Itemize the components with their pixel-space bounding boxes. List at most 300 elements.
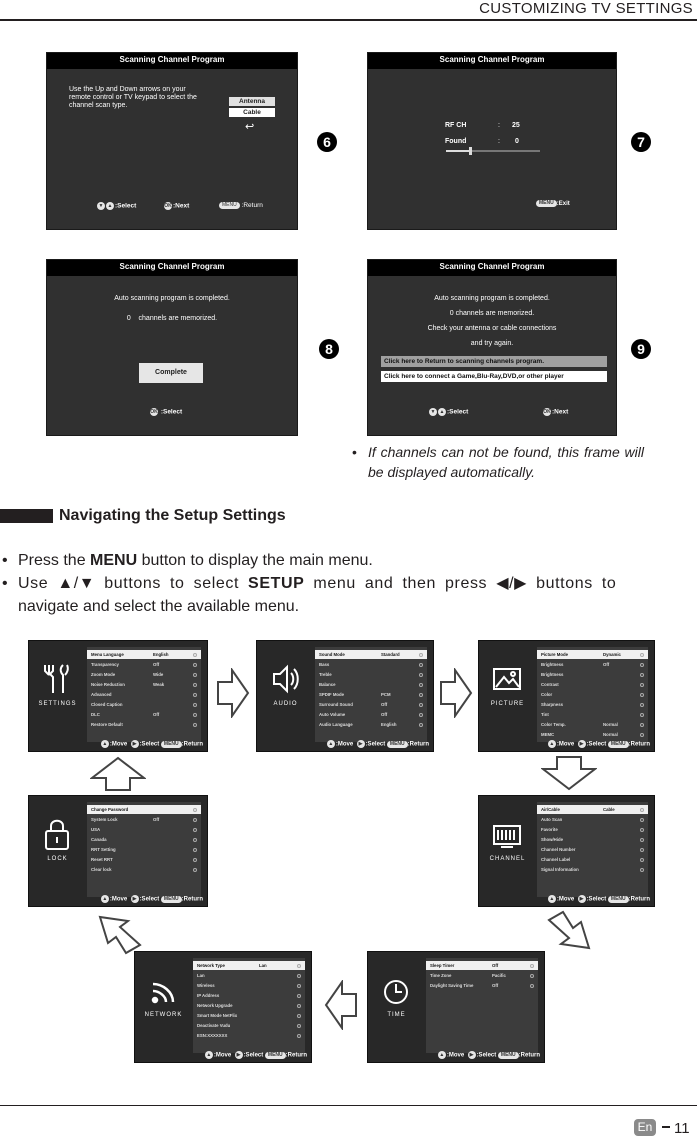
wifi-icon (149, 972, 177, 1008)
row-indicator-icon (419, 683, 423, 687)
menu-row[interactable] (537, 720, 648, 729)
menu-row-label: MEMC (541, 732, 555, 737)
menu-row-label: Restore Default (91, 722, 123, 727)
menu-row-label: SPDIF Mode (319, 692, 345, 697)
found-label: Found (445, 138, 467, 145)
row-indicator-icon (640, 703, 644, 707)
row-indicator-icon (193, 673, 197, 677)
flow-arrow-right-icon (216, 668, 250, 718)
flow-arrow-left-icon (324, 980, 358, 1030)
row-indicator-icon (640, 673, 644, 677)
menu-row[interactable] (537, 865, 648, 874)
channel-menu-screen (478, 795, 655, 907)
menu-row[interactable] (193, 971, 305, 980)
menu-row-label: Reset RRT (91, 857, 113, 862)
scan-complete-screen (46, 259, 298, 436)
menu-row[interactable] (87, 690, 201, 699)
menu-row[interactable] (315, 690, 427, 699)
tv-channel-icon (493, 816, 521, 852)
menu-row[interactable] (87, 855, 201, 864)
row-indicator-icon (193, 653, 197, 657)
menu-row[interactable] (87, 660, 201, 669)
menu-row[interactable] (87, 680, 201, 689)
row-indicator-icon (297, 1004, 301, 1008)
menu-row-label: Lan (197, 973, 205, 978)
menu-row[interactable] (87, 720, 201, 729)
row-indicator-icon (419, 693, 423, 697)
menu-row[interactable] (537, 700, 648, 709)
row-indicator-icon (193, 703, 197, 707)
menu-row-value: Normal (603, 732, 618, 737)
arrow-key-icon: ▲ (102, 741, 108, 747)
menu-row[interactable] (87, 650, 201, 659)
row-indicator-icon (193, 818, 197, 822)
picture-panel (479, 641, 536, 751)
screen-title: Scanning Channel Program (439, 55, 545, 64)
flow-arrow-right-icon (439, 668, 473, 718)
menu-row[interactable] (87, 865, 201, 874)
menu-row-label: USA (91, 827, 101, 832)
channel-label: CHANNEL (489, 856, 526, 862)
row-indicator-icon (640, 663, 644, 667)
menu-row-label: Audio Language (319, 722, 353, 727)
screen-title: Scanning Channel Program (119, 262, 225, 271)
menu-row-label: Advanced (91, 692, 112, 697)
menu-row[interactable] (315, 680, 427, 689)
row-indicator-icon (640, 828, 644, 832)
bullet-icon: • (2, 575, 8, 592)
menu-row-label: Menu Language (91, 652, 124, 657)
hint-return: MENU :Return (219, 202, 263, 209)
return-to-scan-option[interactable]: Click here to Return to scanning channels program. (381, 356, 607, 367)
complete-message: Auto scanning program is completed. (434, 295, 550, 302)
down-key-icon: ▼ (430, 409, 436, 415)
bullet-icon: • (2, 552, 8, 569)
menu-row-label: IP Address (197, 993, 220, 998)
menu-row-value: Off (492, 983, 499, 988)
menu-row-value: Weak (153, 682, 165, 687)
hint-next: OK:Next (164, 202, 190, 210)
row-indicator-icon (193, 683, 197, 687)
arrow-key-icon: ▲ (549, 896, 555, 902)
time-label: TIME (387, 1012, 406, 1018)
channels-memorized: 0 channels are memorized. (126, 315, 218, 322)
menu-row[interactable] (315, 670, 427, 679)
menu-row[interactable] (537, 730, 648, 739)
row-indicator-icon (419, 663, 423, 667)
menu-row[interactable] (537, 845, 648, 854)
menu-hints: ▲ :Move ▶ :Select MENU :Return (102, 740, 203, 748)
row-indicator-icon (193, 713, 197, 717)
hint-exit: MENU :Exit (536, 200, 570, 207)
arrow-key-icon: ▶ (235, 1051, 243, 1059)
network-panel (135, 952, 192, 1062)
row-indicator-icon (193, 868, 197, 872)
section-title: Navigating the Setup Settings (59, 507, 286, 524)
page-header-title: CUSTOMIZING TV SETTINGS (479, 0, 693, 17)
screen-title: Scanning Channel Program (439, 262, 545, 271)
rf-colon: : (498, 122, 500, 129)
scan-progress-fill (446, 150, 470, 152)
scan-progress-screen (367, 52, 617, 230)
menu-row-label: Balance (319, 682, 336, 687)
rf-ch-label: RF CH (445, 122, 467, 129)
menu-row[interactable] (193, 1001, 305, 1010)
menu-row-value: Off (381, 702, 388, 707)
found-colon: : (498, 138, 500, 145)
menu-row-label: Noise Reduction (91, 682, 125, 687)
menu-row-label: Contrast (541, 682, 559, 687)
up-down-arrows-icon: ▲/▼ (57, 575, 96, 592)
ok-key-icon: OK (150, 409, 158, 415)
screen-title-bar (368, 260, 616, 276)
menu-row-label: Show/Hide (541, 837, 563, 842)
picture-menu (537, 647, 648, 742)
settings-panel (29, 641, 86, 751)
complete-message: Auto scanning program is completed. (114, 295, 230, 302)
row-indicator-icon (640, 713, 644, 717)
no-channels-screen (367, 259, 617, 436)
screen-title-bar (368, 53, 616, 69)
menu-row[interactable] (537, 825, 648, 834)
row-indicator-icon (640, 858, 644, 862)
screen-title-bar (47, 53, 297, 69)
picture-menu-screen (478, 640, 655, 752)
bullet-icon: • (352, 444, 357, 460)
menu-row[interactable] (87, 710, 201, 719)
flow-arrow-up-left-icon (96, 915, 144, 955)
flow-arrow-down-icon (541, 755, 597, 791)
menu-row-value: Off (153, 662, 160, 667)
channel-panel (479, 796, 536, 906)
menu-row-label: Bass (319, 662, 330, 667)
arrow-key-icon: ▶ (357, 740, 365, 748)
hint-next: OK:Next (543, 408, 569, 416)
ok-key-icon: OK (543, 409, 551, 415)
menu-row-label: RRT Setting (91, 847, 116, 852)
menu-row-label: Picture Mode (541, 652, 568, 657)
menu-row-value: Pacific (492, 973, 506, 978)
menu-row-value: Off (153, 817, 160, 822)
row-indicator-icon (640, 808, 644, 812)
step-number-6: 6 (317, 132, 337, 152)
time-menu-screen (367, 951, 545, 1063)
menu-row[interactable] (537, 855, 648, 864)
scan-instruction: Use the Up and Down arrows on your remote control or TV keypad to select the channel scan type. (69, 86, 197, 109)
scan-progress-marker (469, 147, 472, 155)
menu-row-label: Change Password (91, 807, 129, 812)
menu-row[interactable] (193, 961, 305, 970)
menu-row-label: Brightness (541, 662, 564, 667)
menu-row[interactable] (315, 650, 427, 659)
menu-row-label: Channel Number (541, 847, 576, 852)
menu-row[interactable] (315, 720, 427, 729)
menu-row-label: Daylight Saving Time (430, 983, 474, 988)
network-menu (193, 958, 305, 1053)
tools-icon (43, 661, 71, 697)
menu-row[interactable] (87, 670, 201, 679)
menu-row-label: Wireless (197, 983, 215, 988)
lock-icon (43, 816, 71, 852)
menu-key-icon: MENU (608, 741, 629, 748)
audio-panel (257, 641, 314, 751)
settings-menu (87, 647, 201, 742)
row-indicator-icon (297, 994, 301, 998)
screen-title-bar (47, 260, 297, 276)
menu-key-icon: MENU (219, 202, 240, 209)
menu-row-value: English (153, 652, 169, 657)
menu-row-label: Sharpness (541, 702, 563, 707)
menu-row[interactable] (315, 700, 427, 709)
row-indicator-icon (640, 733, 644, 737)
row-indicator-icon (530, 964, 534, 968)
row-indicator-icon (297, 1024, 301, 1028)
note-text: If channels can not be found, this frame will be displayed automatically. (368, 444, 644, 480)
row-indicator-icon (193, 808, 197, 812)
row-indicator-icon (297, 964, 301, 968)
menu-row-label: Time Zone (430, 973, 452, 978)
scan-type-screen (46, 52, 298, 230)
menu-row[interactable] (193, 1011, 305, 1020)
row-indicator-icon (640, 868, 644, 872)
menu-row-value: Off (492, 963, 499, 968)
row-indicator-icon (530, 984, 534, 988)
menu-row-label: Signal Information (541, 867, 579, 872)
menu-row-label: Smart Mode NetFlix (197, 1013, 238, 1018)
menu-row[interactable] (87, 815, 201, 824)
antenna-option[interactable]: Antenna (229, 97, 275, 106)
menu-row-label: Air/Cable (541, 807, 560, 812)
menu-row-label: Transparency (91, 662, 119, 667)
arrow-key-icon: ▲ (328, 741, 334, 747)
arrow-key-icon: ▶ (131, 740, 139, 748)
menu-row-value: Wide (153, 672, 164, 677)
menu-row-label: Surround Sound (319, 702, 353, 707)
channel-menu (537, 802, 648, 897)
menu-row-label: Brightness (541, 672, 564, 677)
network-menu-screen (134, 951, 312, 1063)
menu-row-label: Canada (91, 837, 107, 842)
menu-row-label: Zoom Mode (91, 672, 116, 677)
menu-row[interactable] (193, 981, 305, 990)
audio-menu (315, 647, 427, 742)
step-number-7: 7 (631, 132, 651, 152)
menu-row[interactable] (315, 660, 427, 669)
connect-device-option[interactable]: Click here to connect a Game,Blu-Ray,DVD,or other player (381, 371, 607, 382)
menu-key-icon: MENU (498, 1052, 519, 1059)
menu-row-label: Tint (541, 712, 549, 717)
up-key-icon: ▲ (107, 203, 113, 209)
menu-hints: ▲ :Move ▶ :Select MENU :Return (102, 895, 203, 903)
row-indicator-icon (193, 858, 197, 862)
menu-row-label: Network Upgrade (197, 1003, 233, 1008)
menu-row[interactable] (426, 981, 538, 990)
menu-keyword: MENU (90, 552, 138, 569)
cable-option[interactable]: Cable (229, 108, 275, 117)
rf-ch-value: 25 (512, 122, 520, 129)
menu-row[interactable] (537, 650, 648, 659)
menu-row[interactable] (537, 710, 648, 719)
channels-memorized: 0 channels are memorized. (449, 310, 535, 317)
menu-row[interactable] (315, 710, 427, 719)
time-menu (426, 958, 538, 1053)
row-indicator-icon (640, 653, 644, 657)
clock-icon (382, 972, 410, 1008)
menu-key-icon: MENU (608, 896, 629, 903)
step-number-9: 9 (631, 339, 651, 359)
arrow-key-icon: ▶ (578, 895, 586, 903)
menu-key-icon: MENU (387, 741, 408, 748)
menu-row[interactable] (193, 1021, 305, 1030)
time-panel (368, 952, 425, 1062)
menu-row-value: Normal (603, 722, 618, 727)
hint-select: ▼ ▲ :Select (98, 202, 137, 210)
arrow-key-icon: ▲ (206, 1052, 212, 1058)
menu-row[interactable] (87, 700, 201, 709)
row-indicator-icon (193, 723, 197, 727)
audio-menu-screen (256, 640, 434, 752)
network-label: NETWORK (144, 1012, 183, 1018)
menu-row[interactable] (87, 835, 201, 844)
footer-rule (0, 1105, 697, 1106)
menu-row-label: Color Temp. (541, 722, 566, 727)
check-antenna-line: Check your antenna or cable connections (427, 325, 557, 332)
menu-key-icon: MENU (265, 1052, 286, 1059)
menu-row[interactable] (537, 680, 648, 689)
menu-row-label: Sound Mode (319, 652, 345, 657)
menu-row-value: Off (153, 712, 160, 717)
lock-menu (87, 802, 201, 897)
menu-row-label: Channel Label (541, 857, 571, 862)
picture-icon (493, 661, 521, 697)
arrow-key-icon: ▶ (131, 895, 139, 903)
menu-row[interactable] (537, 815, 648, 824)
row-indicator-icon (297, 974, 301, 978)
menu-row-label: Color (541, 692, 553, 697)
down-key-icon: ▼ (98, 203, 104, 209)
menu-hints: ▲ :Move ▶ :Select MENU :Return (206, 1051, 307, 1059)
menu-key-icon: MENU (536, 200, 557, 207)
menu-row-value: PCM (381, 692, 391, 697)
complete-button[interactable]: Complete (139, 363, 203, 383)
menu-row-label: ESN:XXXXXXX (197, 1033, 228, 1038)
settings-label: SETTINGS (38, 701, 77, 707)
arrow-key-icon: ▶ (468, 1051, 476, 1059)
menu-row[interactable] (537, 690, 648, 699)
row-indicator-icon (193, 693, 197, 697)
menu-row-label: Deactivate Vudu (197, 1023, 231, 1028)
row-indicator-icon (193, 828, 197, 832)
menu-row-label: Auto Volume (319, 712, 346, 717)
hint-select: OK :Select (150, 408, 183, 416)
menu-row-value: Dynamic (603, 652, 621, 657)
menu-row-label: System Lock (91, 817, 118, 822)
menu-row[interactable] (426, 971, 538, 980)
header-rule (0, 19, 697, 21)
menu-key-icon: MENU (161, 896, 182, 903)
flow-arrow-down-right-icon (545, 910, 593, 950)
row-indicator-icon (419, 713, 423, 717)
lock-panel (29, 796, 86, 906)
menu-row-value: Off (381, 712, 388, 717)
menu-row[interactable] (537, 660, 648, 669)
audio-label: AUDIO (273, 701, 298, 707)
menu-row[interactable] (87, 825, 201, 834)
menu-row[interactable] (193, 991, 305, 1000)
hint-select: ▼ ▲ :Select (430, 408, 469, 416)
menu-row-label: Clear lock (91, 867, 112, 872)
menu-hints: ▲ :Move ▶ :Select MENU :Return (328, 740, 429, 748)
picture-label: PICTURE (490, 701, 525, 707)
scan-progress-bar (446, 150, 540, 152)
row-indicator-icon (640, 848, 644, 852)
menu-row[interactable] (87, 805, 201, 814)
left-right-arrows-icon: ◀/▶ (496, 575, 528, 592)
menu-key-icon: MENU (161, 741, 182, 748)
up-key-icon: ▲ (439, 409, 445, 415)
menu-row-value: Cable (603, 807, 615, 812)
language-badge: En (634, 1119, 656, 1136)
arrow-key-icon: ▶ (578, 740, 586, 748)
row-indicator-icon (193, 663, 197, 667)
row-indicator-icon (640, 723, 644, 727)
section-marker-bar (0, 509, 53, 523)
row-indicator-icon (640, 818, 644, 822)
step-number-8: 8 (319, 339, 339, 359)
menu-row-label: Treble (319, 672, 332, 677)
menu-row-value: English (381, 722, 397, 727)
menu-row-value: Standard (381, 652, 400, 657)
settings-menu-screen (28, 640, 208, 752)
menu-row[interactable] (193, 1031, 305, 1040)
menu-row-label: Network Type (197, 963, 225, 968)
return-arrow-icon: ↩ (245, 121, 255, 133)
setup-keyword: SETUP (248, 575, 305, 592)
row-indicator-icon (640, 683, 644, 687)
page-number: 11 (674, 1120, 690, 1137)
menu-row-label: DLC (91, 712, 100, 717)
row-indicator-icon (297, 984, 301, 988)
flow-arrow-up-icon (90, 756, 146, 792)
menu-row-value: Off (603, 662, 610, 667)
found-value: 0 (515, 138, 519, 145)
lock-menu-screen (28, 795, 208, 907)
menu-row[interactable] (87, 845, 201, 854)
row-indicator-icon (419, 673, 423, 677)
row-indicator-icon (530, 974, 534, 978)
menu-row-label: Closed Caption (91, 702, 123, 707)
menu-hints: ▲ :Move ▶ :Select MENU :Return (549, 740, 650, 748)
menu-row-label: Auto Scan (541, 817, 563, 822)
menu-hints: ▲ :Move ▶ :Select MENU :Return (439, 1051, 540, 1059)
row-indicator-icon (297, 1014, 301, 1018)
row-indicator-icon (419, 653, 423, 657)
row-indicator-icon (640, 693, 644, 697)
menu-row[interactable] (537, 805, 648, 814)
menu-row[interactable] (537, 835, 648, 844)
row-indicator-icon (419, 703, 423, 707)
arrow-key-icon: ▲ (549, 741, 555, 747)
row-indicator-icon (193, 848, 197, 852)
menu-hints: ▲ :Move ▶ :Select MENU :Return (549, 895, 650, 903)
menu-row[interactable] (426, 961, 538, 970)
row-indicator-icon (193, 838, 197, 842)
menu-row-label: Favorite (541, 827, 558, 832)
menu-row[interactable] (537, 670, 648, 679)
arrow-key-icon: ▲ (439, 1052, 445, 1058)
row-indicator-icon (640, 838, 644, 842)
page-dash (662, 1126, 670, 1128)
